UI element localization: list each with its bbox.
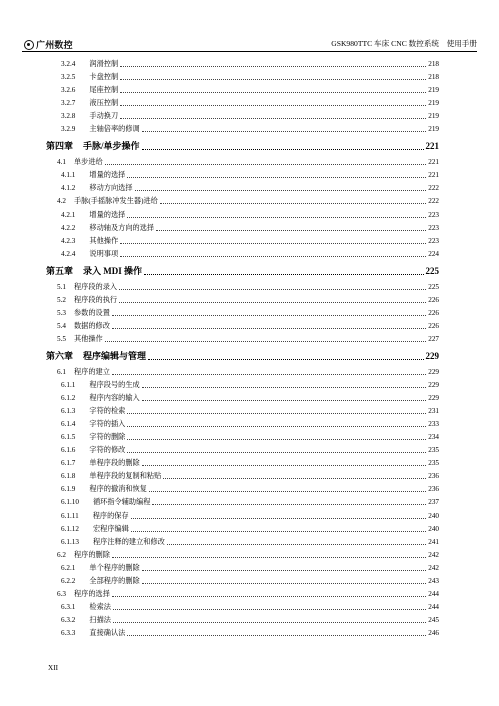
toc-entry[interactable] xyxy=(57,197,439,206)
toc-entry-number: 6.3 xyxy=(57,589,66,598)
toc-entry-title: 直接确认法 xyxy=(89,628,126,637)
document-title: GSK980TTC 车床 CNC 数控系统 使用手册 xyxy=(331,39,477,48)
toc-entry-page: 222 xyxy=(428,184,439,193)
toc-entry[interactable] xyxy=(61,512,439,521)
toc-entry[interactable] xyxy=(61,224,439,233)
toc-entry-page: 219 xyxy=(428,99,439,108)
toc-entry-title: 检索法 xyxy=(89,602,111,611)
toc-entry[interactable] xyxy=(61,237,439,246)
page-number: XII xyxy=(48,664,58,672)
toc-entry[interactable] xyxy=(61,420,439,429)
toc-entry[interactable] xyxy=(57,158,439,167)
toc-entry-number: 4.1.1 xyxy=(61,171,76,180)
toc-entry[interactable] xyxy=(61,250,439,259)
toc-entry-number: 4.2.3 xyxy=(61,236,76,245)
dot-leader xyxy=(131,517,427,519)
dot-leader xyxy=(127,425,426,427)
toc-entry-page: 223 xyxy=(428,236,439,245)
toc-entry-title: 单个程序的删除 xyxy=(89,563,140,572)
dot-leader xyxy=(120,65,426,67)
dot-leader xyxy=(120,117,426,119)
toc-entry-number: 6.2.2 xyxy=(61,576,76,585)
toc-entry-number: 6.3.3 xyxy=(61,628,76,637)
dot-leader xyxy=(127,634,426,636)
toc-entry-title: 字符的插入 xyxy=(89,420,126,429)
dot-leader xyxy=(131,530,426,532)
toc-entry[interactable] xyxy=(61,485,439,494)
dot-leader xyxy=(152,503,426,505)
dot-leader xyxy=(112,314,426,316)
toc-entry-page: 229 xyxy=(428,394,439,403)
toc-entry-title: 移动方向选择 xyxy=(89,184,133,193)
toc-entry-title: 液压控制 xyxy=(89,99,119,108)
toc-entry-number: 4.2.2 xyxy=(61,223,76,232)
toc-entry-number: 5.5 xyxy=(57,334,66,343)
toc-entry-number: 6.2.1 xyxy=(61,563,76,572)
toc-entry-number: 3.2.5 xyxy=(61,73,76,82)
toc-entry[interactable] xyxy=(61,381,439,390)
toc-chapter-entry[interactable] xyxy=(46,266,439,277)
dot-leader xyxy=(142,148,424,150)
toc-entry-page: 218 xyxy=(428,73,439,82)
dot-leader xyxy=(142,569,427,571)
dot-leader xyxy=(120,104,426,106)
toc-entry-page: 219 xyxy=(428,86,439,95)
toc-entry-number: 6.1.8 xyxy=(61,472,76,481)
toc-entry[interactable] xyxy=(61,564,439,573)
brand-logo xyxy=(24,38,73,51)
toc-entry-title: 程序内容的输入 xyxy=(89,394,140,403)
toc-entry-number: 4.1 xyxy=(57,158,66,167)
toc-entry-title: 字符的检索 xyxy=(89,407,126,416)
toc-entry-number: 5.3 xyxy=(57,308,66,317)
toc-entry[interactable] xyxy=(57,309,439,318)
toc-entry-number: 5.2 xyxy=(57,295,66,304)
toc-entry-title: 程序的删除 xyxy=(73,550,110,559)
dot-leader xyxy=(112,556,426,558)
toc-entry[interactable] xyxy=(57,296,439,305)
toc-entry-title: 程序的撤消和恢复 xyxy=(89,485,147,494)
toc-entry-number: 6.1.4 xyxy=(61,420,76,429)
toc-entry-title: 说明事项 xyxy=(89,249,119,258)
toc-entry[interactable] xyxy=(61,211,439,220)
toc-entry-page: 241 xyxy=(428,537,439,546)
toc-entry-title: 其他操作 xyxy=(89,236,119,245)
toc-entry-page: 235 xyxy=(428,459,439,468)
toc-entry-page: 226 xyxy=(428,295,439,304)
toc-entry-page: 227 xyxy=(428,334,439,343)
dot-leader xyxy=(127,451,426,453)
toc-entry-title: 扫描法 xyxy=(89,615,111,624)
dot-leader xyxy=(160,202,426,204)
toc-entry-title: 录入 MDI 操作 xyxy=(83,265,143,276)
toc-entry-page: 240 xyxy=(428,524,439,533)
toc-entry[interactable] xyxy=(61,446,439,455)
toc-entry-page: 229 xyxy=(428,381,439,389)
dot-leader xyxy=(144,273,423,275)
toc-entry-page: 225 xyxy=(425,265,439,276)
toc-entry[interactable] xyxy=(61,525,439,534)
toc-entry-page: 229 xyxy=(425,350,439,361)
dot-leader xyxy=(142,464,427,466)
toc-entry[interactable] xyxy=(57,368,439,377)
toc-entry-title: 字符的修改 xyxy=(89,446,126,455)
toc-entry-number: 第四章 xyxy=(46,141,74,152)
toc-entry-number: 6.2 xyxy=(57,550,66,559)
toc-entry[interactable] xyxy=(61,86,439,95)
toc-entry[interactable] xyxy=(61,60,439,69)
toc-entry-number: 6.3.2 xyxy=(61,615,76,624)
toc-entry-number: 6.1.2 xyxy=(61,394,76,403)
dot-leader xyxy=(127,438,426,440)
toc-chapter-entry[interactable] xyxy=(46,141,439,152)
toc-entry-page: 245 xyxy=(428,615,439,624)
toc-entry-page: 219 xyxy=(428,112,439,121)
toc-entry-title: 全部程序的删除 xyxy=(89,576,140,585)
dot-leader xyxy=(120,78,426,80)
toc-entry-title: 单程序段的删除 xyxy=(89,459,140,468)
toc-entry[interactable] xyxy=(61,125,439,134)
toc-entry-title: 手动换刀 xyxy=(89,112,119,121)
dot-leader xyxy=(142,386,427,388)
toc-entry-number: 4.2.1 xyxy=(61,210,76,219)
dot-leader xyxy=(156,229,426,231)
toc-entry-title: 润滑控制 xyxy=(89,60,119,68)
toc-entry[interactable] xyxy=(61,184,439,193)
dot-leader xyxy=(120,91,426,93)
toc-entry[interactable] xyxy=(57,335,439,344)
toc-entry-title: 程序的选择 xyxy=(73,589,110,598)
toc-entry-title: 移动轴及方向的选择 xyxy=(89,223,155,232)
dot-leader xyxy=(113,608,426,610)
toc-entry[interactable] xyxy=(61,73,439,82)
toc-entry[interactable] xyxy=(61,171,439,180)
toc-entry-number: 3.2.8 xyxy=(61,112,76,121)
toc-entry-page: 243 xyxy=(428,576,439,585)
dot-leader xyxy=(113,621,426,623)
toc-entry-title: 增量的选择 xyxy=(89,210,126,219)
logo-text: 广州数控 xyxy=(36,41,73,51)
dot-leader xyxy=(135,189,427,191)
toc-entry-title: 单步进给 xyxy=(73,158,103,167)
dot-leader xyxy=(127,216,426,218)
toc-entry-title: 程序段的录入 xyxy=(73,282,118,291)
toc-entry-number: 6.1.10 xyxy=(61,498,79,507)
toc-entry-page: 218 xyxy=(428,60,439,68)
dot-leader xyxy=(120,242,426,244)
toc-entry-page: 221 xyxy=(425,141,439,152)
dot-leader xyxy=(105,340,426,342)
dot-leader xyxy=(142,582,427,584)
dot-leader xyxy=(119,301,426,303)
toc-entry-title: 尾座控制 xyxy=(89,86,119,95)
toc-entry-page: 221 xyxy=(428,158,439,167)
toc-entry-page: 237 xyxy=(428,498,439,507)
toc-entry-page: 219 xyxy=(428,125,439,134)
toc-entry[interactable] xyxy=(57,590,439,599)
toc-entry-number: 6.3.1 xyxy=(61,602,76,611)
toc-entry-number: 6.1.6 xyxy=(61,446,76,455)
toc-entry-page: 240 xyxy=(428,511,439,520)
dot-leader xyxy=(127,412,426,414)
toc-entry-page: 233 xyxy=(428,420,439,429)
toc-entry-page: 235 xyxy=(428,446,439,455)
toc-entry-number: 3.2.7 xyxy=(61,99,76,108)
dot-leader xyxy=(127,176,426,178)
dot-leader xyxy=(112,327,426,329)
logo-icon xyxy=(24,40,34,50)
toc-entry[interactable] xyxy=(61,603,439,612)
toc-entry[interactable] xyxy=(61,394,439,403)
toc-entry[interactable] xyxy=(57,283,439,292)
toc-entry-number: 6.1.9 xyxy=(61,485,76,494)
toc-entry-number: 4.2 xyxy=(57,197,66,206)
toc-entry-number: 3.2.6 xyxy=(61,86,76,95)
dot-leader xyxy=(112,373,426,375)
toc-entry-title: 增量的选择 xyxy=(89,171,126,180)
toc-entry[interactable] xyxy=(61,616,439,625)
toc-entry-page: 221 xyxy=(428,171,439,180)
toc-entry-number: 3.2.9 xyxy=(61,125,76,134)
toc-entry[interactable] xyxy=(61,99,439,108)
toc-entry-page: 242 xyxy=(428,550,439,559)
toc-entry-page: 242 xyxy=(428,563,439,572)
toc-entry-title: 程序编辑与管理 xyxy=(83,350,147,361)
toc-entry-number: 第六章 xyxy=(46,350,74,361)
toc-entry-number: 6.1 xyxy=(57,367,66,376)
toc-entry-number: 6.1.5 xyxy=(61,433,76,442)
toc-entry-page: 225 xyxy=(428,282,439,291)
toc-entry[interactable] xyxy=(57,322,439,331)
toc-entry-page: 234 xyxy=(428,433,439,442)
toc-entry-number: 3.2.4 xyxy=(61,60,76,68)
toc-entry-page: 236 xyxy=(428,485,439,494)
toc-entry-page: 246 xyxy=(428,628,439,637)
dot-leader xyxy=(119,288,426,290)
dot-leader xyxy=(148,358,423,360)
toc-entry-page: 244 xyxy=(428,589,439,598)
toc-entry-title: 循环指令辅助编程 xyxy=(92,498,151,507)
toc-entry[interactable] xyxy=(61,577,439,586)
toc-entry-title: 手脉(手摇脉冲发生器)进给 xyxy=(73,197,158,206)
dot-leader xyxy=(142,130,427,132)
toc-entry-page: 223 xyxy=(428,210,439,219)
toc-entry-title: 数据的修改 xyxy=(73,321,110,330)
toc-entry-number: 4.1.2 xyxy=(61,184,76,193)
toc-entry-title: 程序段的执行 xyxy=(73,295,118,304)
toc-entry-title: 参数的设置 xyxy=(73,308,110,317)
toc-entry-title: 程序的保存 xyxy=(92,511,129,520)
dot-leader xyxy=(142,399,427,401)
toc-entry-number: 6.1.13 xyxy=(61,537,79,546)
toc-entry-title: 卡盘控制 xyxy=(89,73,119,82)
toc-entry-number: 6.1.7 xyxy=(61,459,76,468)
toc-entry-title: 字符的删除 xyxy=(89,433,126,442)
toc-entry-title: 宏程序编辑 xyxy=(92,524,129,533)
toc-entry-title: 程序注释的建立和修改 xyxy=(92,537,165,546)
toc-entry-page: 229 xyxy=(428,367,439,376)
toc-chapter-entry[interactable] xyxy=(46,351,439,362)
toc-entry-number: 6.1.11 xyxy=(61,511,79,520)
toc-entry[interactable] xyxy=(61,629,439,638)
toc-entry-title: 主轴倍率的修调 xyxy=(89,125,140,134)
toc-entry-title: 程序的建立 xyxy=(73,367,110,376)
toc-entry-title: 程序段号的生成 xyxy=(89,381,140,389)
toc-entry-page: 222 xyxy=(428,197,439,206)
toc-entry[interactable] xyxy=(61,498,439,507)
toc-entry[interactable] xyxy=(61,538,439,547)
toc-entry[interactable] xyxy=(61,112,439,121)
page-header xyxy=(22,37,477,52)
toc-entry-number: 5.1 xyxy=(57,282,66,291)
toc-entry-page: 231 xyxy=(428,407,439,416)
toc-entry-title: 其他操作 xyxy=(73,334,103,343)
toc-entry-number: 6.1.3 xyxy=(61,407,76,416)
toc-entry-page: 236 xyxy=(428,472,439,481)
toc-entry[interactable] xyxy=(61,472,439,481)
toc-entry[interactable] xyxy=(61,407,439,416)
toc-entry-title: 单程序段的复制和粘贴 xyxy=(89,472,162,481)
dot-leader xyxy=(149,490,426,492)
dot-leader xyxy=(163,477,426,479)
toc-entry-number: 5.4 xyxy=(57,321,66,330)
toc-entry-title: 手脉/单步操作 xyxy=(83,141,140,152)
toc-entry-page: 226 xyxy=(428,321,439,330)
toc-entry-page: 244 xyxy=(428,602,439,611)
toc-entry[interactable] xyxy=(61,459,439,468)
dot-leader xyxy=(105,163,426,165)
toc-entry-number: 6.1.1 xyxy=(61,381,76,389)
dot-leader xyxy=(120,255,426,257)
dot-leader xyxy=(167,543,426,545)
toc-entry[interactable] xyxy=(61,433,439,442)
toc-entry-number: 4.2.4 xyxy=(61,249,76,258)
toc-entry-number: 第五章 xyxy=(46,265,74,276)
toc-entry-page: 226 xyxy=(428,308,439,317)
toc-entry-page: 223 xyxy=(428,223,439,232)
toc-entry[interactable] xyxy=(57,551,439,560)
toc-entry-number: 6.1.12 xyxy=(61,524,79,533)
dot-leader xyxy=(112,595,426,597)
toc-entry-page: 224 xyxy=(428,249,439,258)
